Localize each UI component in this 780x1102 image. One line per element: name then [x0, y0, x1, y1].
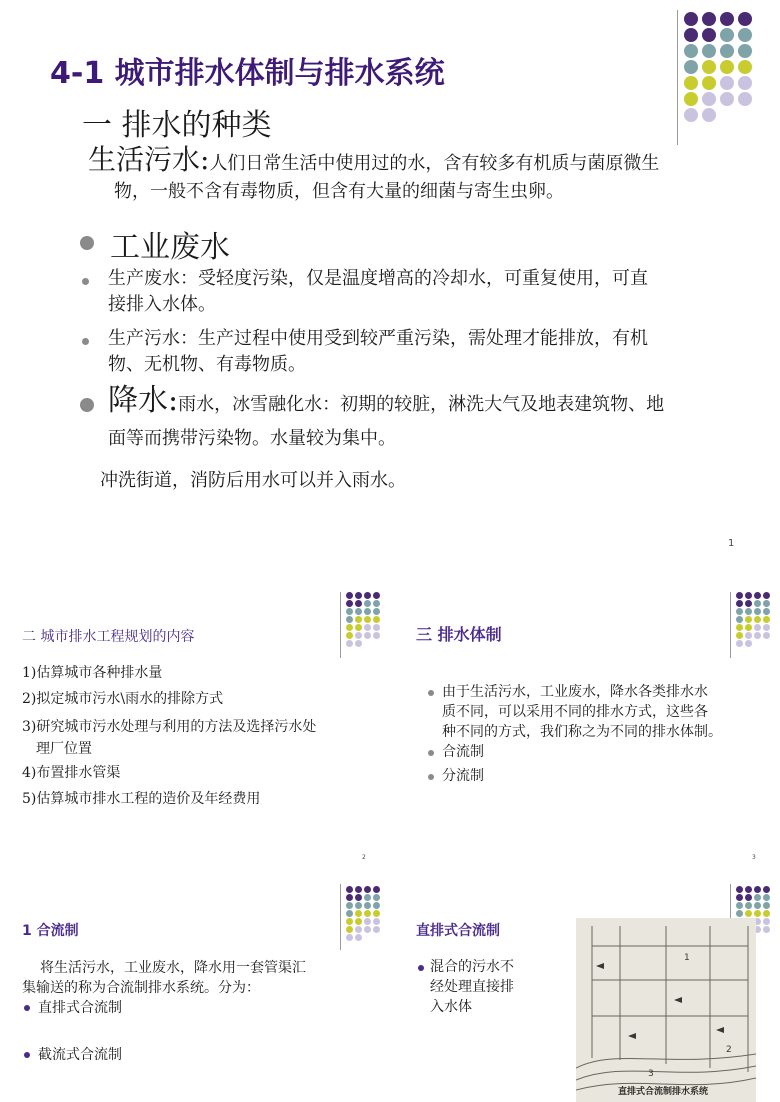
decorative-divider	[730, 592, 731, 658]
decorative-dot	[763, 910, 770, 917]
decorative-dot	[355, 632, 362, 639]
decorative-dot	[373, 616, 380, 623]
decorative-dot	[745, 902, 752, 909]
bullet-icon	[418, 965, 424, 971]
domestic-sewage-line1: 人们日常生活中使用过的水，含有较多有机质与菌原微生	[209, 153, 660, 174]
decorative-dot	[745, 894, 752, 901]
decorative-dot-grid	[684, 12, 756, 124]
decorative-dot	[736, 616, 743, 623]
decorative-dot	[736, 608, 743, 615]
slide-title: 三 排水体制	[416, 625, 502, 644]
decorative-dot	[754, 608, 761, 615]
bullet-icon	[80, 236, 94, 250]
decorative-dot	[355, 592, 362, 599]
decorative-dot	[738, 12, 752, 26]
decorative-dot	[754, 894, 761, 901]
decorative-dot	[738, 28, 752, 42]
decorative-dot	[364, 616, 371, 623]
decorative-dot	[763, 918, 770, 925]
planning-content-list	[22, 660, 372, 812]
decorative-dot	[373, 918, 380, 925]
list-item: 直排式合流制	[38, 1000, 122, 1016]
industrial-heading: 工业废水	[110, 230, 230, 265]
decorative-dot	[364, 886, 371, 893]
decorative-dot	[373, 926, 380, 933]
decorative-dot	[763, 886, 770, 893]
decorative-dot	[763, 608, 770, 615]
decorative-dot	[355, 902, 362, 909]
decorative-dot	[373, 934, 380, 941]
decorative-dot	[763, 592, 770, 599]
decorative-dot-grid	[346, 592, 382, 648]
list-item-line1: 生产污水：生产过程中使用受到较严重污染，需处理才能排放，有机	[108, 328, 648, 349]
decorative-dot	[738, 44, 752, 58]
decorative-dot	[364, 894, 371, 901]
list-item-line2: 接排入水体。	[108, 294, 216, 315]
diagram-caption: 直排式合流制排水系统	[618, 1087, 709, 1097]
decorative-dot	[720, 28, 734, 42]
decorative-dot	[373, 632, 380, 639]
decorative-dot	[346, 632, 353, 639]
page-number: 2	[362, 854, 366, 861]
decorative-dot	[373, 624, 380, 631]
decorative-dot	[736, 910, 743, 917]
list-item: 3)研究城市污水处理与利用的方法及选择污水处	[22, 719, 317, 735]
list-item: 4)布置排水管渠	[22, 765, 121, 781]
decorative-dot	[763, 902, 770, 909]
decorative-dot	[745, 592, 752, 599]
decorative-dot	[763, 600, 770, 607]
decorative-dot	[754, 902, 761, 909]
decorative-dot	[364, 918, 371, 925]
paragraph-line: 将生活污水，工业废水，降水用一套管渠汇	[40, 960, 306, 976]
bullet-icon	[82, 278, 89, 285]
decorative-dot	[346, 910, 353, 917]
decorative-dot	[738, 92, 752, 106]
decorative-dot	[684, 44, 698, 58]
decorative-dot	[355, 600, 362, 607]
diagram-label: 2	[726, 1045, 732, 1055]
decorative-dot	[720, 12, 734, 26]
paragraph-line: 集输送的称为合流制排水系统。分为：	[22, 980, 260, 996]
paragraph-line: 经处理直接排	[430, 979, 514, 995]
decorative-dot	[346, 592, 353, 599]
decorative-dot	[364, 926, 371, 933]
decorative-dot	[346, 616, 353, 623]
decorative-dot	[373, 640, 380, 647]
direct-discharge-paragraph	[430, 957, 550, 1017]
decorative-dot	[702, 60, 716, 74]
decorative-dot	[364, 608, 371, 615]
decorative-dot	[364, 640, 371, 647]
decorative-dot	[355, 608, 362, 615]
paragraph-line: 质不同，可以采用不同的排水方式，这些各	[442, 704, 708, 720]
list-item-line2: 物、无机物、有毒物质。	[108, 354, 306, 375]
decorative-dot	[754, 624, 761, 631]
slide-title: 直排式合流制	[416, 923, 500, 939]
precipitation-lead: 降水:	[108, 383, 179, 418]
decorative-dot	[346, 934, 353, 941]
decorative-dot	[702, 12, 716, 26]
decorative-dot	[684, 60, 698, 74]
decorative-dot	[355, 934, 362, 941]
decorative-dot	[355, 926, 362, 933]
domestic-sewage-lead: 生活污水:	[88, 143, 210, 176]
decorative-dot	[738, 108, 752, 122]
decorative-dot	[355, 894, 362, 901]
decorative-dot	[745, 624, 752, 631]
decorative-dot	[736, 894, 743, 901]
precipitation-line1: 雨水，冰雪融化水：初期的较脏，淋洗大气及地表建筑物、地	[178, 394, 665, 415]
decorative-dot	[346, 902, 353, 909]
decorative-dot	[373, 894, 380, 901]
decorative-dot	[364, 902, 371, 909]
list-item: 合流制	[442, 744, 484, 760]
decorative-dot	[355, 624, 362, 631]
paragraph-line: 由于生活污水，工业废水，降水各类排水水	[442, 684, 708, 700]
decorative-dot	[684, 28, 698, 42]
domestic-sewage-paragraph	[88, 143, 778, 206]
slide-title: 1 合流制	[22, 923, 79, 939]
precipitation-paragraph	[108, 384, 776, 456]
page-number: 3	[752, 854, 756, 861]
drainage-system-paragraph	[442, 682, 772, 742]
decorative-dot	[736, 592, 743, 599]
direct-discharge-diagram	[576, 918, 756, 1102]
decorative-dot	[763, 632, 770, 639]
section-subtitle: 一 排水的种类	[82, 108, 272, 143]
decorative-dot	[736, 632, 743, 639]
decorative-dot	[346, 600, 353, 607]
list-item: 分流制	[442, 768, 484, 784]
decorative-dot	[736, 624, 743, 631]
decorative-divider	[677, 10, 678, 145]
decorative-dot	[754, 600, 761, 607]
list-item-line1: 生产废水：受轻度污染，仅是温度增高的冷却水，可重复使用，可直	[108, 268, 648, 289]
decorative-dot-grid	[736, 592, 772, 648]
decorative-dot	[355, 640, 362, 647]
decorative-dot	[346, 926, 353, 933]
decorative-dot	[684, 76, 698, 90]
diagram-label: 3	[648, 1069, 654, 1079]
decorative-dot	[763, 894, 770, 901]
list-item	[108, 266, 778, 318]
paragraph-line: 混合的污水不	[430, 959, 514, 975]
decorative-dot	[364, 600, 371, 607]
domestic-sewage-line2: 物，一般不含有毒物质，但含有大量的细菌与寄生虫卵。	[114, 181, 564, 202]
decorative-dot	[702, 44, 716, 58]
decorative-dot	[702, 92, 716, 106]
decorative-dot	[745, 910, 752, 917]
decorative-dot	[684, 12, 698, 26]
decorative-dot	[720, 108, 734, 122]
list-item: 截流式合流制	[38, 1047, 122, 1063]
decorative-dot	[745, 886, 752, 893]
decorative-dot	[763, 640, 770, 647]
bullet-icon	[428, 690, 434, 696]
list-item	[108, 326, 778, 378]
decorative-dot	[346, 608, 353, 615]
decorative-dot	[373, 886, 380, 893]
decorative-dot	[346, 624, 353, 631]
decorative-dot	[754, 640, 761, 647]
decorative-dot	[736, 600, 743, 607]
decorative-dot	[364, 910, 371, 917]
decorative-dot	[720, 44, 734, 58]
decorative-dot	[373, 910, 380, 917]
decorative-dot	[736, 902, 743, 909]
decorative-dot	[364, 624, 371, 631]
decorative-divider	[340, 884, 341, 950]
decorative-dot	[763, 616, 770, 623]
decorative-dot	[702, 28, 716, 42]
decorative-dot	[720, 60, 734, 74]
bullet-icon	[24, 1052, 30, 1058]
decorative-dot	[346, 640, 353, 647]
decorative-dot	[364, 632, 371, 639]
decorative-dot	[702, 76, 716, 90]
decorative-dot	[745, 600, 752, 607]
decorative-dot	[745, 608, 752, 615]
decorative-dot	[763, 624, 770, 631]
slide-title: 二 城市排水工程规划的内容	[22, 629, 195, 645]
decorative-dot	[763, 926, 770, 933]
decorative-dot	[346, 886, 353, 893]
diagram-label: 1	[684, 953, 690, 963]
list-item: 5)估算城市排水工程的造价及年经费用	[22, 791, 261, 807]
decorative-dot	[738, 76, 752, 90]
decorative-dot	[736, 886, 743, 893]
decorative-dot	[364, 934, 371, 941]
decorative-dot	[355, 616, 362, 623]
decorative-dot	[745, 632, 752, 639]
bullet-icon	[82, 338, 89, 345]
decorative-dot	[355, 910, 362, 917]
decorative-dot	[702, 108, 716, 122]
bullet-icon	[24, 1005, 30, 1011]
decorative-dot	[346, 918, 353, 925]
decorative-dot	[720, 92, 734, 106]
precipitation-line2: 面等而携带污染物。水量较为集中。	[108, 428, 396, 449]
paragraph-line: 种不同的方式，我们称之为不同的排水体制。	[442, 724, 722, 740]
list-item: 1)估算城市各种排水量	[22, 665, 163, 681]
decorative-dot	[355, 918, 362, 925]
decorative-dot	[684, 92, 698, 106]
bullet-icon	[428, 750, 434, 756]
decorative-dot	[754, 592, 761, 599]
decorative-dot-grid	[346, 886, 382, 942]
bullet-icon	[80, 398, 94, 412]
decorative-divider	[340, 592, 341, 658]
decorative-dot	[364, 592, 371, 599]
decorative-dot	[720, 76, 734, 90]
decorative-dot	[373, 608, 380, 615]
decorative-dot	[745, 640, 752, 647]
flush-note: 冲洗街道，消防后用水可以并入雨水。	[100, 470, 406, 491]
decorative-dot	[684, 108, 698, 122]
decorative-dot	[373, 902, 380, 909]
page-title: 4-1 城市排水体制与排水系统	[50, 56, 445, 91]
decorative-dot	[736, 640, 743, 647]
list-item: 2)拟定城市污水\雨水的排除方式	[22, 691, 224, 707]
decorative-dot	[754, 616, 761, 623]
decorative-dot	[763, 934, 770, 941]
decorative-dot	[355, 886, 362, 893]
page-number: 1	[728, 538, 735, 549]
decorative-dot	[373, 600, 380, 607]
decorative-dot	[754, 886, 761, 893]
list-item-continuation: 理厂位置	[36, 741, 92, 757]
decorative-dot	[745, 616, 752, 623]
paragraph-line: 入水体	[430, 999, 472, 1015]
decorative-dot	[346, 894, 353, 901]
sewer-network-drawing	[576, 918, 756, 1102]
decorative-dot	[754, 632, 761, 639]
decorative-dot	[373, 592, 380, 599]
bullet-icon	[428, 774, 434, 780]
combined-system-paragraph	[22, 958, 362, 998]
decorative-dot	[754, 910, 761, 917]
decorative-dot	[738, 60, 752, 74]
